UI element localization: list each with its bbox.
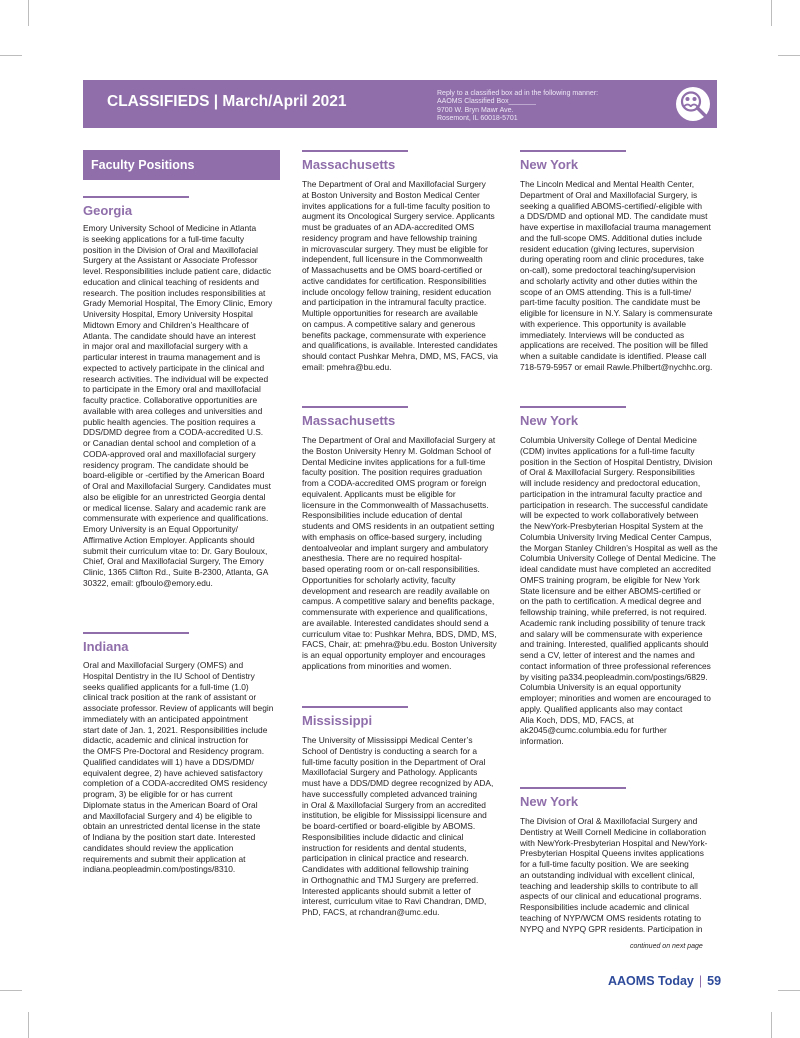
listing-line: commensurate with experience and qualifications, xyxy=(302,607,488,617)
listing-line: commensurate with experience and qualifications. xyxy=(83,513,269,524)
listing-line: for a full-time faculty position. We are seeking xyxy=(520,859,689,869)
listing-line: a DDS/DMD and optional MD. The candidate must xyxy=(520,211,708,222)
listing-line: associate professor. Review of applicants will begin xyxy=(83,703,274,713)
faculty-positions-label: Faculty Positions xyxy=(91,158,195,172)
listing-line: The Department of Oral and Maxillofacial Surgery at xyxy=(302,435,496,445)
listing-line: Oral and Maxillofacial Surgery (OMFS) and xyxy=(83,660,244,670)
listing-line: board-eligible or -certified by the American Board xyxy=(83,470,265,481)
section-rule xyxy=(520,787,626,789)
listing-line: augment its Oncological Surgery service. Applicants xyxy=(302,211,495,222)
listing-line: in microvascular surgery. They must be eligible for xyxy=(302,243,488,254)
state-heading-mississippi: Mississippi xyxy=(302,713,373,728)
listing-line: didactic, academic and clinical instruction for xyxy=(83,735,249,746)
listing-line: available with area colleges and universities and xyxy=(83,405,263,416)
listing-line: Emory University is an Equal Opportunity/ xyxy=(83,524,238,534)
listing-line: residency program. The candidate should be xyxy=(83,459,249,470)
listing-line: independent, full licensure in the Commonwealth xyxy=(302,254,483,265)
listing-line: invites applications for a full-time faculty position to xyxy=(302,200,491,211)
listing-line: in Oral & Maxillofacial Surgery from an accredited xyxy=(302,799,486,810)
listing-line: based operating room or on-call responsibilities. xyxy=(302,564,480,574)
page-number: 59 xyxy=(707,974,722,988)
listing-line: should contact Pushkar Mehra, DMD, MS, FACS, via xyxy=(302,351,498,361)
listing-line: level. Responsibilities include patient care, didactic xyxy=(83,266,272,276)
listing-line: Responsibilities include education of dental xyxy=(302,510,463,521)
magnifier-people-icon xyxy=(675,86,711,122)
listing-line: candidates should review the application xyxy=(83,842,234,853)
listing-line: and qualifications, is available. Interested candidates xyxy=(302,340,498,351)
listing-line: and training. Interested, qualified applicants should xyxy=(520,639,709,650)
listing-line: with NewYork-Presbyterian Hospital and NewYork- xyxy=(520,837,708,848)
listing-line: email: pmehra@bu.edu. xyxy=(302,361,392,372)
listing-line: are available. Interested candidates should send a xyxy=(302,617,489,628)
listing-line: DDS/DMD degree from a CODA-accredited U.S. xyxy=(83,427,264,438)
reply-instructions xyxy=(437,90,627,124)
listing-line: licensure in the Commonwealth of Massachusetts. xyxy=(302,499,489,510)
listing-line: School of Dentistry is conducting a search for a xyxy=(302,745,478,756)
reply-line: AAOMS Classified Box_______ xyxy=(437,98,536,106)
listing-line: ideal candidate must have completed an accredited xyxy=(520,564,711,574)
listing-line: in major oral and maxillofacial surgery with a xyxy=(83,341,248,352)
footer-separator: | xyxy=(698,974,703,988)
listing-line: scope of an OMS attending. This is a full-time/ xyxy=(520,286,692,297)
listing-line: Midtown Emory and Children’s Healthcare of xyxy=(83,319,249,330)
listing-line: with experience. This opportunity is available xyxy=(520,318,687,329)
listing-line: the Boston University Henry M. Goldman School of xyxy=(302,445,491,456)
listing-line: NYPQ and NYPQ GPR residents. Participation in xyxy=(520,923,703,934)
listing-line: interest, curriculum vitae to Ravi Chandran, DMD, xyxy=(302,896,487,907)
listing-line: Columbia University Irving Medical Center Campus, xyxy=(520,531,712,542)
listing-line: of Indiana by the position start date. Interested xyxy=(83,832,256,842)
state-heading-new-york: New York xyxy=(520,157,579,172)
listing-line: Hospital Dentistry in the IU School of Dentistry xyxy=(83,670,255,681)
listing-line: Dentistry at Weill Cornell Medicine in collaboration xyxy=(520,826,707,837)
listing-line: Emory University School of Medicine in Atlanta xyxy=(83,223,257,233)
listing-line: and salary will be commensurate with experience xyxy=(520,628,703,639)
listing-line: Surgery at the Assistant or Associate Professor xyxy=(83,255,258,266)
listing-line: education and clinical teaching of residents and xyxy=(83,276,259,287)
listing-line: seeks qualified applicants for a full-time (1.0) xyxy=(83,681,249,692)
listing-line: position in the Division of Oral and Maxillofacial xyxy=(83,244,259,255)
listing-line: is seeking applications for a full-time faculty xyxy=(83,233,245,244)
listing-line: send a CV, letter of interest and the names and xyxy=(520,650,695,660)
listing-line: participation in research. The successful candidate xyxy=(520,499,708,510)
listing-georgia xyxy=(83,223,272,589)
listing-new-york-2 xyxy=(520,435,718,747)
listing-line: obtain an unrestricted dental license in the state xyxy=(83,821,261,832)
listing-line: dentoalveolar and implant surgery and ambulatory xyxy=(302,542,489,553)
crop-mark xyxy=(771,0,772,26)
listing-line: and Maxillofacial Surgery and 4) be eligible to xyxy=(83,810,252,821)
listing-line: Multiple opportunities for research are available xyxy=(302,308,478,318)
listing-line: have expertise in maxillofacial trauma management xyxy=(520,222,711,232)
listing-line: residency program and have fellowship training xyxy=(302,232,478,243)
listing-line: Dental Medicine invites applications for a full-time xyxy=(302,456,486,467)
listing-line: Interested applicants should submit a letter of xyxy=(302,885,471,896)
listing-line: of Oral and Maxillofacial Surgery. Candidates must xyxy=(83,481,271,491)
state-heading-new-york: New York xyxy=(520,413,579,428)
listing-line: institution, be eligible for Mississippi licensure and xyxy=(302,810,487,821)
listing-line: in Orthognathic and TMJ Surgery are preferred. xyxy=(302,874,479,885)
listing-line: The Division of Oral & Maxillofacial Surgery and xyxy=(520,816,698,826)
listing-line: Qualified candidates will 1) have a DDS/DMD/ xyxy=(83,756,254,767)
crop-mark xyxy=(0,990,22,991)
listing-line: teaching of NYP/WCM OMS residents rotating to xyxy=(520,912,702,923)
listing-line: and participation in the intramural faculty practice. xyxy=(302,297,487,308)
listing-line: Presbyterian Hospital Queens invites applications xyxy=(520,848,704,859)
reply-line: Rosemont, IL 60018-5701 xyxy=(437,115,518,123)
listing-line: Clinic, 1365 Clifton Rd., Suite B-2300, Atlanta, GA xyxy=(83,567,269,577)
crop-mark xyxy=(28,1012,29,1038)
listing-line: equivalent degree, 2) have achieved satisfactory xyxy=(83,767,263,778)
listing-line: apply. Qualified applicants also may contact xyxy=(520,703,683,714)
continued-note: continued on next page xyxy=(630,943,703,950)
crop-mark xyxy=(0,55,22,56)
listing-line: of Oral & Maxillofacial Surgery. Responsibilities xyxy=(520,467,695,478)
state-heading-massachusetts: Massachusetts xyxy=(302,157,396,172)
listing-line: State licensure and be either ABOMS-certified or xyxy=(520,585,701,596)
listing-line: research activities. The individual will be expected xyxy=(83,373,269,384)
listing-line: instruction for residents and dental students, xyxy=(302,842,467,853)
listing-line: immediately. Interviews will be conducted as xyxy=(520,329,685,340)
listing-line: University Hospital, Emory University Hospital xyxy=(83,309,253,319)
listing-line: particular interest in trauma management and is xyxy=(83,352,261,362)
section-rule xyxy=(302,406,408,408)
listing-massachusetts-1 xyxy=(302,179,498,373)
crop-mark xyxy=(771,1012,772,1038)
header-title: CLASSIFIEDS | March/April 2021 xyxy=(107,93,347,110)
listing-line: Candidates with additional fellowship training xyxy=(302,864,469,874)
listing-line: expected to actively participate in the clinical and xyxy=(83,362,265,373)
listing-line: The Lincoln Medical and Mental Health Center, xyxy=(520,179,695,189)
listing-line: position in the Section of Hospital Dentistry, Division xyxy=(520,456,713,467)
listing-line: completion of a CODA-accredited OMS residency xyxy=(83,778,268,789)
listing-line: submit their curriculum vitae to: Dr. Gary Bouloux, xyxy=(83,545,268,556)
listing-line: immediately with an anticipated appointment xyxy=(83,713,248,724)
listing-line: PhD, FACS, at rchandran@umc.edu. xyxy=(302,907,440,917)
listing-line: (CDM) invites applications for a full-time faculty xyxy=(520,445,695,456)
faculty-positions-heading xyxy=(83,150,280,180)
listing-line: have successfully completed advanced training xyxy=(302,788,478,799)
listing-line: information. xyxy=(520,736,564,746)
listing-line: Alia Koch, DDS, MD, FACS, at xyxy=(520,714,634,725)
listing-line: Chief, Oral and Maxillofacial Surgery, The Emory xyxy=(83,556,264,567)
listing-line: the NewYork-Presbyterian Hospital System at the xyxy=(520,521,704,531)
crop-mark xyxy=(28,0,29,26)
crop-mark xyxy=(778,55,800,56)
state-heading-georgia: Georgia xyxy=(83,203,133,218)
listing-line: include oncology fellow training, resident education xyxy=(302,286,492,297)
listing-line: on campus. A competitive salary and generous xyxy=(302,318,476,329)
listing-mississippi xyxy=(302,735,493,918)
listing-line: Columbia University is an equal opportunity xyxy=(520,682,682,693)
listing-line: full-time faculty position in the Department of Oral xyxy=(302,756,486,767)
listing-line: eligible for licensure in N.Y. Salary is commensurate xyxy=(520,308,713,318)
listing-line: applications from minorities and women. xyxy=(302,660,452,671)
listing-line: Affirmative Action Employer. Applicants should xyxy=(83,534,255,545)
listing-line: employer; minorities and women are encouraged to xyxy=(520,693,711,703)
listing-line: FACS, Chair, at: pmehra@bu.edu. Boston University xyxy=(302,639,497,650)
listing-line: contact information of three professional references xyxy=(520,660,711,671)
listing-line: will include residency and predoctoral education, xyxy=(520,478,701,488)
listing-line: Columbia University College of Dental Medicine. The xyxy=(520,553,716,564)
listing-line: applications are received. The position will be filled xyxy=(520,340,708,351)
listing-line: Maxillofacial Surgery and Pathology. Applicants xyxy=(302,767,478,778)
listing-line: The University of Mississippi Medical Center’s xyxy=(302,735,473,745)
listing-line: be board-certified or board-eligible by ABOMS. xyxy=(302,821,476,831)
listing-line: 30322, email: gfboulo@emory.edu. xyxy=(83,577,213,588)
listing-line: participation in clinical practice and research. xyxy=(302,853,469,864)
page-footer xyxy=(608,974,721,988)
listing-line: public health agencies. The position requires a xyxy=(83,416,256,427)
listing-line: Columbia University College of Dental Medicine xyxy=(520,435,697,445)
listing-line: teaching and leadership skills to contribute to all xyxy=(520,880,698,891)
listing-line: curriculum vitae to: Pushkar Mehra, BDS, DMD, MS, xyxy=(302,628,497,639)
listing-line: is an equal opportunity employer and encourages xyxy=(302,650,486,660)
listing-line: must be graduates of an ADA-accredited OMS xyxy=(302,222,475,232)
listing-line: campus. A competitive salary and benefits package, xyxy=(302,596,495,607)
section-rule xyxy=(302,150,408,152)
publication-name: AAOMS Today xyxy=(608,974,694,988)
listing-line: program, 3) be eligible for or has current xyxy=(83,789,233,799)
listing-line: faculty practice. Collaborative opportunities are xyxy=(83,395,258,405)
listing-line: and the full-scope OMS. Additional duties include xyxy=(520,232,703,243)
listing-line: must have a DDS/DMD degree recognized by ADA, xyxy=(302,778,494,788)
state-heading-new-york: New York xyxy=(520,794,579,809)
listing-line: participation in the intramural faculty practice and xyxy=(520,488,703,499)
section-rule xyxy=(83,632,189,634)
listing-line: equivalent. Applicants must be eligible for xyxy=(302,488,456,499)
listing-line: by visiting pa334.peopleadmin.com/postings/6829. xyxy=(520,671,708,682)
listing-line: or Canadian dental school and completion of a xyxy=(83,438,256,448)
listing-line: requirements and submit their application at xyxy=(83,853,246,864)
listing-line: Department of Oral and Maxillofacial Surgery, is xyxy=(520,189,698,200)
listing-line: Responsibilities include didactic and clinical xyxy=(302,831,464,842)
listing-line: from a CODA-accredited OMS program or foreign xyxy=(302,478,487,488)
state-heading-massachusetts: Massachusetts xyxy=(302,413,396,428)
listing-line: to participate in the Emory oral and maxillofacial xyxy=(83,384,261,395)
listing-line: ak2045@cumc.columbia.edu for further xyxy=(520,725,667,736)
listing-line: the OMFS Pre-Doctoral and Residency program. xyxy=(83,746,265,756)
listing-line: anesthesia. There are no required hospital- xyxy=(302,553,462,564)
listing-massachusetts-2 xyxy=(302,435,497,672)
listing-line: faculty position. The position requires graduation xyxy=(302,467,483,478)
listing-line: will be expected to work collaboratively between xyxy=(520,510,699,521)
listing-line: on the path to certification. A medical degree and xyxy=(520,596,702,607)
section-rule xyxy=(83,196,189,198)
listing-line: The Department of Oral and Maxillofacial Surgery xyxy=(302,179,486,189)
listing-line: Responsibilities include academic and clinical xyxy=(520,902,689,912)
listing-line: OMFS training program, be eligible for New York xyxy=(520,574,700,585)
section-rule xyxy=(302,706,408,708)
listing-line: 718-579-5957 or email Rawle.Philbert@nychhc.org. xyxy=(520,361,713,372)
listing-line: clinical track position at the rank of assistant or xyxy=(83,692,257,703)
listing-line: Academic rank including possibility of tenure track xyxy=(520,617,706,628)
section-rule xyxy=(520,150,626,152)
listing-line: students and OMS residents in an outpatient setting xyxy=(302,521,495,531)
listing-line: indiana.peopleadmin.com/postings/8310. xyxy=(83,864,236,875)
crop-mark xyxy=(778,990,800,991)
listing-line: Diplomate status in the American Board of Oral xyxy=(83,799,258,810)
listing-line: research. The position includes responsibilities at xyxy=(83,287,266,298)
listing-line: aspects of our clinical and educational programs. xyxy=(520,891,702,902)
listing-line: on-call), some predoctoral teaching/supervision xyxy=(520,265,696,275)
listing-line: with emphasis on office-based surgery, including xyxy=(302,531,482,542)
listing-line: or medical license. Salary and academic rank are xyxy=(83,502,266,513)
section-rule xyxy=(520,406,626,408)
listing-line: fellowship training, while preferred, is not required. xyxy=(520,607,707,617)
listing-line: during operating room and clinic procedures, take xyxy=(520,254,704,265)
listing-line: of Massachusetts and be OMS board-certified or xyxy=(302,265,483,275)
listing-line: active candidates for certification. Responsibilities xyxy=(302,275,487,286)
listing-new-york-1 xyxy=(520,179,713,373)
reply-line: 9700 W. Bryn Mawr Ave. xyxy=(437,106,514,114)
listing-line: Atlanta. The candidate should have an interest xyxy=(83,330,256,341)
listing-line: Opportunities for scholarly activity, faculty xyxy=(302,574,456,585)
reply-line: Reply to a classified box ad in the following manner: xyxy=(437,90,599,97)
listing-line: benefits package, commensurate with experience xyxy=(302,329,486,340)
listing-line: part-time faculty position. The candidate must be xyxy=(520,297,701,308)
listing-line: resident education (giving lectures, supervision xyxy=(520,243,695,254)
listing-line: CODA-approved oral and maxillofacial surgery xyxy=(83,448,256,459)
listing-line: at Boston University and Boston Medical Center xyxy=(302,189,480,200)
state-heading-indiana: Indiana xyxy=(83,639,129,654)
classifieds-header xyxy=(83,80,717,128)
listing-indiana xyxy=(83,660,273,875)
listing-line: an outstanding individual with excellent clinical, xyxy=(520,869,695,880)
listing-line: when a suitable candidate is identified. Please call xyxy=(520,351,707,361)
listing-line: seeking a qualified ABOMS-certified/-eligible with xyxy=(520,200,703,211)
listing-line: the Morgan Stanley Children’s Hospital as well as the xyxy=(520,542,718,553)
listing-line: and scholarly activity and other duties within the xyxy=(520,275,698,286)
listing-line: also be eligible for an unrestricted Georgia dental xyxy=(83,491,266,502)
listing-new-york-3 xyxy=(520,816,707,934)
listing-line: development and research are readily available on xyxy=(302,585,490,596)
listing-line: start date of Jan. 1, 2021. Responsibilities include xyxy=(83,724,268,735)
listing-line: Grady Memorial Hospital, The Emory Clinic, Emory xyxy=(83,298,273,309)
